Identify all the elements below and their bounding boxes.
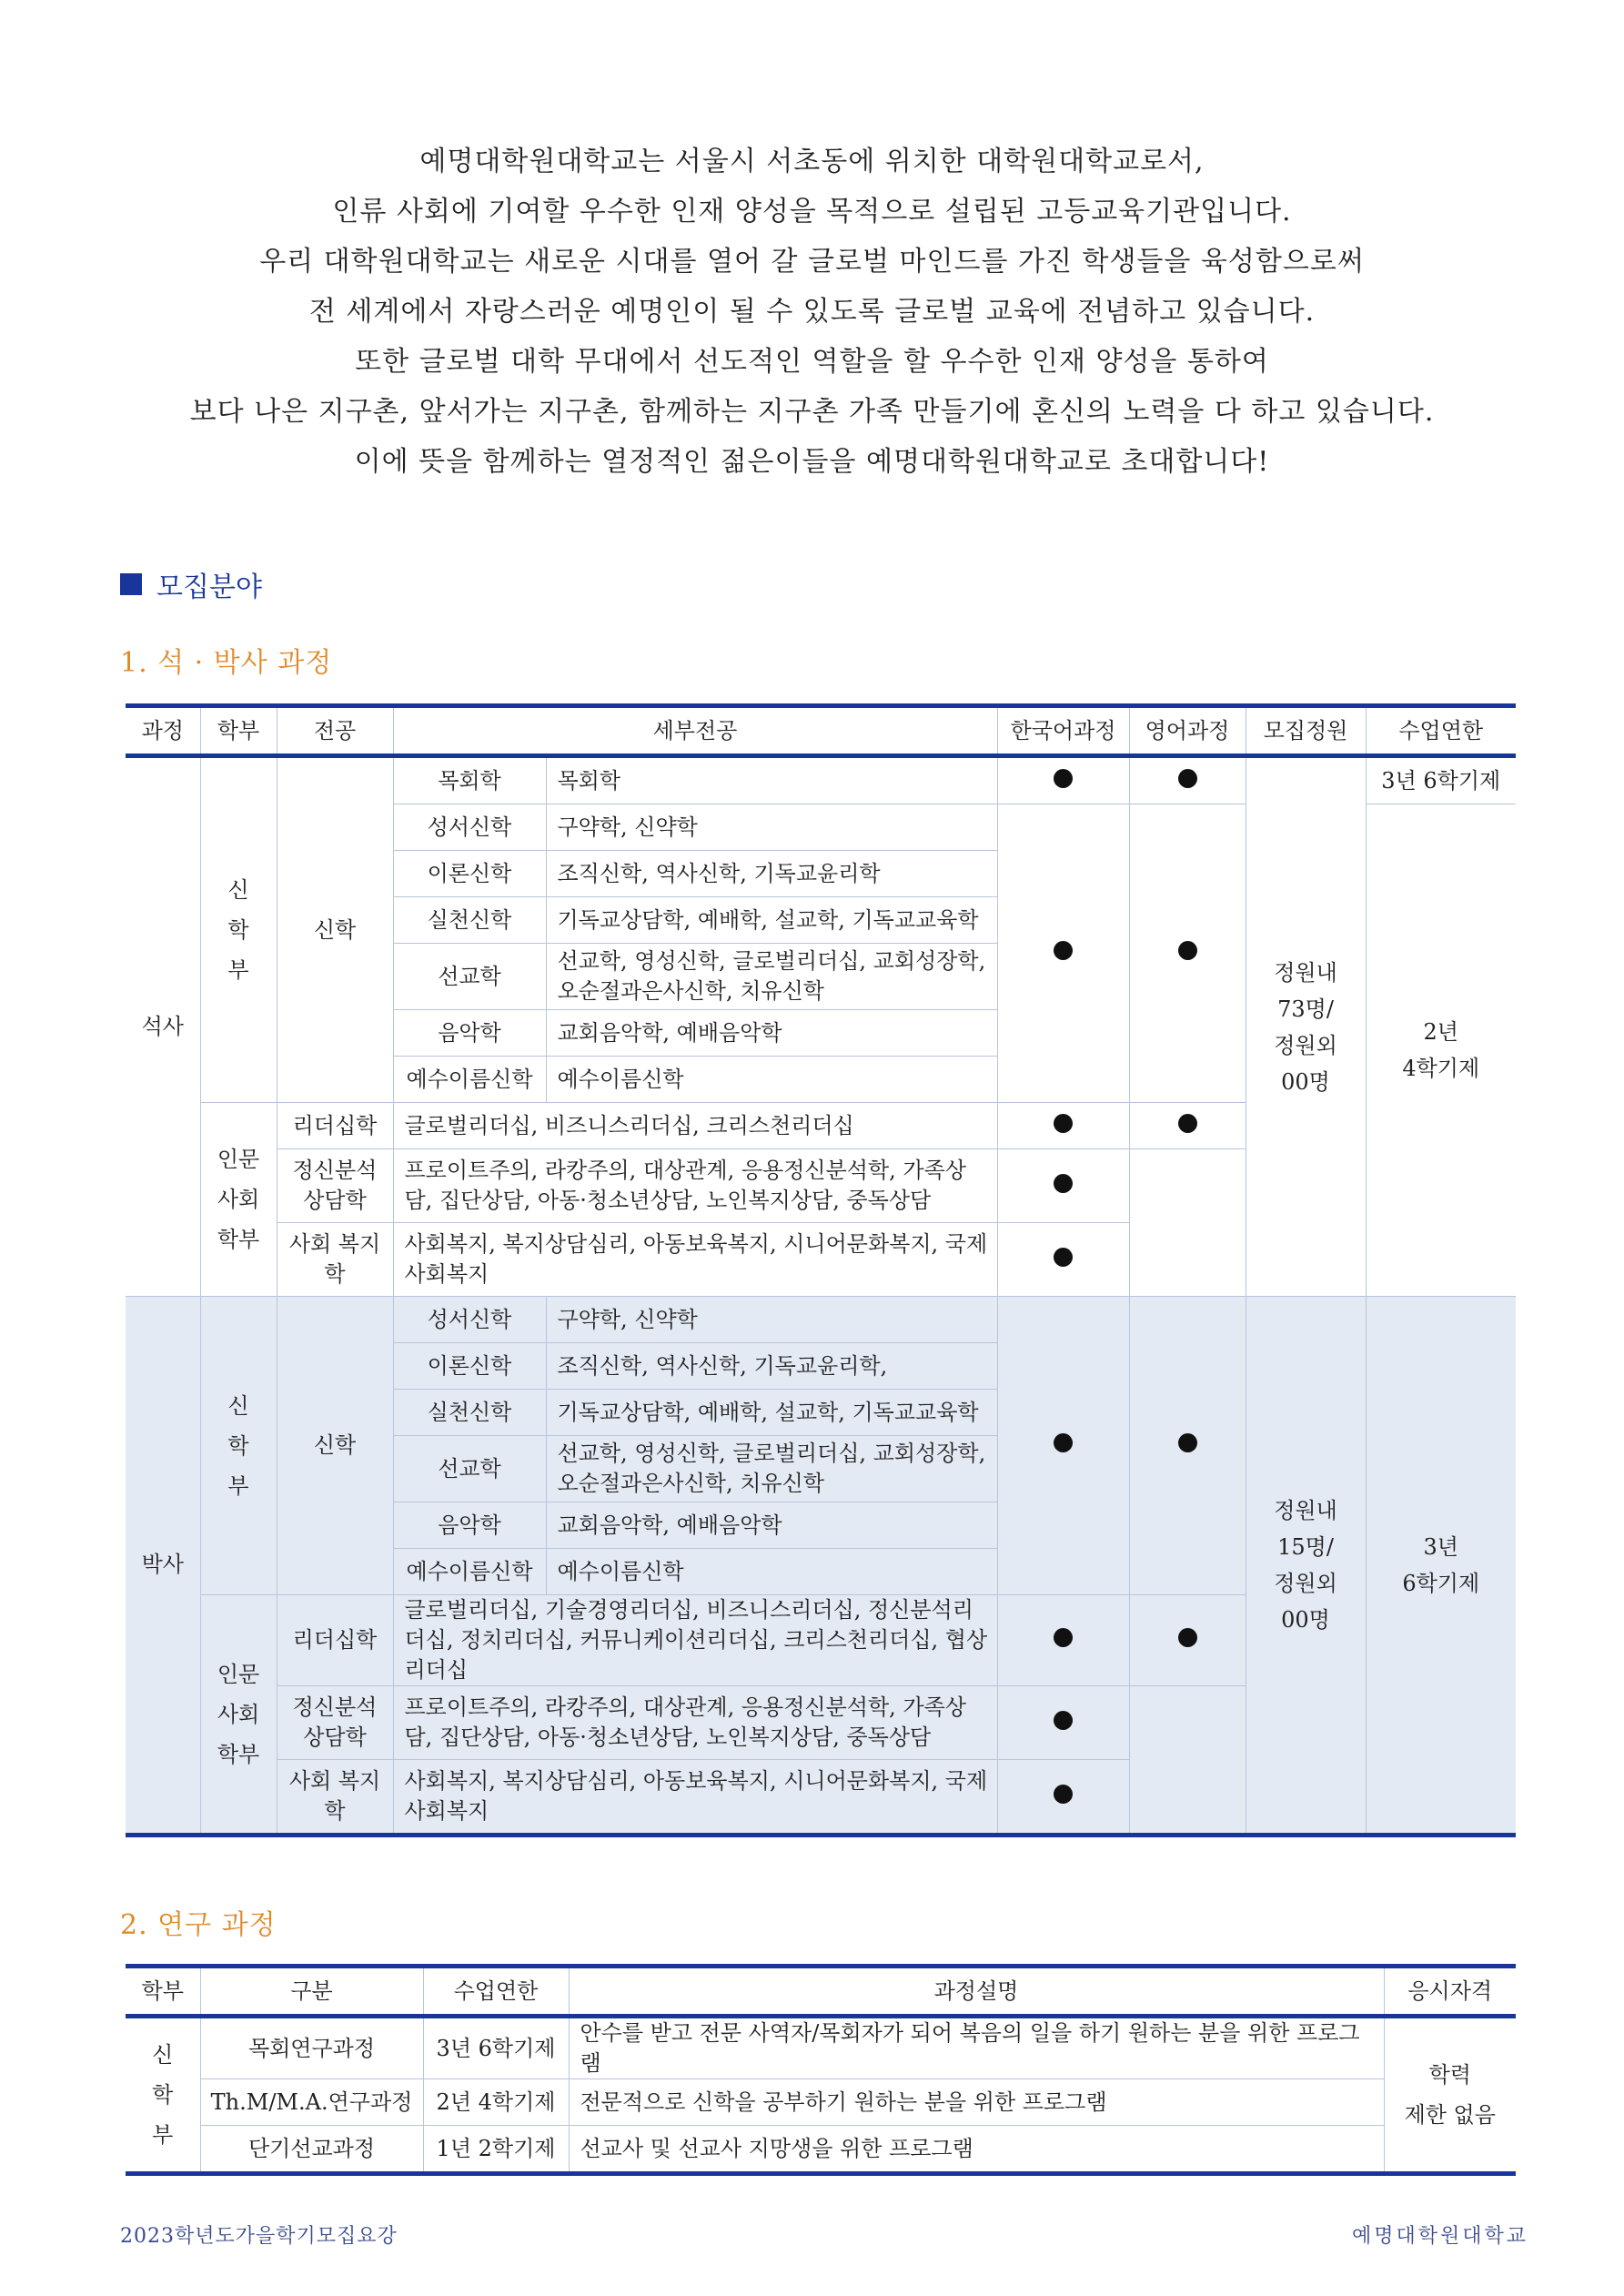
- sub-major: 예수이름신학: [393, 1549, 546, 1595]
- detail-major: 선교학, 영성신학, 글로벌리더십, 교회성장학, 오순절과은사신학, 치유신학: [546, 1436, 997, 1502]
- korean-course-mark: [997, 1686, 1129, 1760]
- filled-circle-icon: [1054, 1628, 1073, 1647]
- course-period: 2년 4학기제: [423, 2079, 569, 2126]
- intro-line: 우리 대학원대학교는 새로운 시대를 열어 갈 글로벌 마인드를 가진 학생들을 육성함으로써: [259, 246, 1365, 278]
- detail-major: 사회복지, 복지상담심리, 아동보육복지, 시니어문화복지, 국제사회복지: [393, 1760, 997, 1836]
- english-course-mark: [1129, 804, 1246, 1103]
- intro-line: 전 세계에서 자랑스러운 예명인이 될 수 있도록 글로벌 교육에 전념하고 있습니다.: [308, 296, 1316, 328]
- quota-cell: 정원내 15명/ 정원외 00명: [1246, 1297, 1366, 1836]
- english-course-mark: [1129, 1149, 1246, 1297]
- korean-course-mark: [997, 804, 1129, 1103]
- sub-major: 성서신학: [393, 804, 546, 851]
- course-description: 선교사 및 선교사 지망생을 위한 프로그램: [569, 2126, 1384, 2174]
- table-header-row: [126, 1967, 1516, 2017]
- sub-major: 선교학: [393, 1436, 546, 1502]
- filled-circle-icon: [1054, 1785, 1073, 1804]
- header-cell: 과정: [126, 706, 200, 756]
- table-header-row: [126, 706, 1516, 756]
- header-cell: 학부: [200, 706, 277, 756]
- dept-theology: 신 학 부: [126, 2017, 200, 2174]
- sub-major: 예수이름신학: [393, 1057, 546, 1103]
- korean-course-mark: [997, 1595, 1129, 1686]
- header-cell: 수업연한: [1366, 706, 1516, 756]
- footer-right-title: 예명대학원대학교: [1351, 2225, 1528, 2248]
- header-cell: 세부전공: [393, 706, 997, 756]
- period-cell: 3년 6학기제: [1366, 756, 1516, 804]
- filled-circle-icon: [1178, 941, 1197, 960]
- program-label-doctors: 박사: [126, 1297, 200, 1836]
- filled-circle-icon: [1054, 1174, 1073, 1193]
- header-cell: 과정설명: [569, 1967, 1384, 2017]
- detail-major: 구약학, 신약학: [546, 804, 997, 851]
- filled-circle-icon: [1178, 1628, 1197, 1647]
- detail-major: 글로벌리더십, 비즈니스리더십, 크리스천리더십: [393, 1103, 997, 1149]
- header-cell: 전공: [277, 706, 393, 756]
- intro-line: 인류 사회에 기여할 우수한 인재 양성을 목적으로 설립된 고등교육기관입니다.: [332, 196, 1292, 228]
- sub-major: 실천신학: [393, 1390, 546, 1436]
- english-course-mark: [1129, 756, 1246, 804]
- filled-circle-icon: [1178, 1433, 1197, 1452]
- major-cell: 정신분석 상담학: [277, 1149, 393, 1223]
- footer-left-title: 2023학년도가을학기모집요강: [120, 2225, 398, 2248]
- korean-course-mark: [997, 1223, 1129, 1297]
- sub-major: 이론신학: [393, 851, 546, 897]
- detail-major: 조직신학, 역사신학, 기독교윤리학: [546, 851, 997, 897]
- research-program-table: [126, 1964, 1516, 2176]
- major-theology: 신학: [277, 756, 393, 1103]
- detail-major: 목회학: [546, 756, 997, 804]
- header-cell: 영어과정: [1129, 706, 1246, 756]
- program-label-masters: 석사: [126, 756, 200, 1297]
- subsection-title-degree: 1. 석 · 박사 과정: [120, 647, 333, 679]
- filled-circle-icon: [1054, 1114, 1073, 1133]
- header-cell: 모집정원: [1246, 706, 1366, 756]
- detail-major: 사회복지, 복지상담심리, 아동보육복지, 시니어문화복지, 국제사회복지: [393, 1223, 997, 1297]
- header-cell: 수업연한: [423, 1967, 569, 2017]
- sub-major: 음악학: [393, 1010, 546, 1057]
- dept-theology: 신 학 부: [200, 1297, 277, 1595]
- major-cell: 리더십학: [277, 1595, 393, 1686]
- english-course-mark: [1129, 1686, 1246, 1836]
- course-description: 안수를 받고 전문 사역자/목회자가 되어 복음의 일을 하기 원하는 분을 위한 프로그램: [569, 2017, 1384, 2079]
- sub-major: 이론신학: [393, 1343, 546, 1390]
- sub-major: 음악학: [393, 1502, 546, 1549]
- filled-circle-icon: [1178, 769, 1197, 788]
- intro-line: 예명대학원대학교는 서울시 서초동에 위치한 대학원대학교로서,: [419, 146, 1205, 177]
- course-type: 단기선교과정: [200, 2126, 423, 2174]
- table-row: [126, 2017, 1516, 2079]
- section-title: 모집분야: [156, 571, 262, 603]
- subsection-title-research: 2. 연구 과정: [120, 1909, 277, 1941]
- section-heading: [120, 566, 262, 602]
- sub-major: 목회학: [393, 756, 546, 804]
- table-row: [126, 2079, 1516, 2126]
- intro-line: 보다 나은 지구촌, 앞서가는 지구촌, 함께하는 지구촌 가족 만들기에 혼신의 노력을 다 하고 있습니다.: [189, 396, 1435, 428]
- course-period: 1년 2학기제: [423, 2126, 569, 2174]
- course-type: Th.M/M.A.연구과정: [200, 2079, 423, 2126]
- korean-course-mark: [997, 756, 1129, 804]
- detail-major: 조직신학, 역사신학, 기독교윤리학,: [546, 1343, 997, 1390]
- detail-major: 구약학, 신약학: [546, 1297, 997, 1343]
- english-course-mark: [1129, 1297, 1246, 1595]
- detail-major: 교회음악학, 예배음악학: [546, 1502, 997, 1549]
- filled-circle-icon: [1054, 769, 1073, 788]
- course-description: 전문적으로 신학을 공부하기 원하는 분을 위한 프로그램: [569, 2079, 1384, 2126]
- intro-line: 또한 글로벌 대학 무대에서 선도적인 역할을 할 우수한 인재 양성을 통하여: [355, 346, 1269, 378]
- filled-circle-icon: [1054, 941, 1073, 960]
- qualification-cell: 학력 제한 없음: [1384, 2017, 1516, 2174]
- major-cell: 정신분석 상담학: [277, 1686, 393, 1760]
- major-cell: 리더십학: [277, 1103, 393, 1149]
- course-type: 목회연구과정: [200, 2017, 423, 2079]
- korean-course-mark: [997, 1297, 1129, 1595]
- intro-paragraph: [0, 137, 1624, 487]
- dept-humanities: 인문 사회 학부: [200, 1595, 277, 1836]
- period-cell: 2년 4학기제: [1366, 804, 1516, 1297]
- detail-major: 선교학, 영성신학, 글로벌리더십, 교회성장학, 오순절과은사신학, 치유신학: [546, 944, 997, 1010]
- detail-major: 프로이트주의, 라캉주의, 대상관계, 응용정신분석학, 가족상담, 집단상담, 아동·청소년상담, 노인복지상담, 중독상담: [393, 1149, 997, 1223]
- dept-humanities: 인문 사회 학부: [200, 1103, 277, 1297]
- period-cell: 3년 6학기제: [1366, 1297, 1516, 1836]
- english-course-mark: [1129, 1595, 1246, 1686]
- intro-line: 이에 뜻을 함께하는 열정적인 젊은이들을 예명대학원대학교로 초대합니다!: [354, 446, 1270, 478]
- header-cell: 학부: [126, 1967, 200, 2017]
- english-course-mark: [1129, 1103, 1246, 1149]
- course-period: 3년 6학기제: [423, 2017, 569, 2079]
- major-cell: 사회 복지학: [277, 1223, 393, 1297]
- header-cell: 한국어과정: [997, 706, 1129, 756]
- korean-course-mark: [997, 1760, 1129, 1836]
- quota-cell: 정원내 73명/ 정원외 00명: [1246, 756, 1366, 1297]
- square-bullet-icon: [120, 573, 142, 595]
- sub-major: 실천신학: [393, 897, 546, 944]
- filled-circle-icon: [1054, 1711, 1073, 1730]
- table-row: [126, 2126, 1516, 2174]
- header-cell: 구분: [200, 1967, 423, 2017]
- degree-program-table: [126, 703, 1516, 1837]
- detail-major: 기독교상담학, 예배학, 설교학, 기독교교육학: [546, 897, 997, 944]
- header-cell: 응시자격: [1384, 1967, 1516, 2017]
- table-row: [126, 1297, 1516, 1343]
- major-theology: 신학: [277, 1297, 393, 1595]
- dept-theology: 신 학 부: [200, 756, 277, 1103]
- detail-major: 글로벌리더십, 기술경영리더십, 비즈니스리더십, 정신분석리더십, 정치리더십, 커뮤니케이션리더십, 크리스천리더십, 협상리더십: [393, 1595, 997, 1686]
- detail-major: 기독교상담학, 예배학, 설교학, 기독교교육학: [546, 1390, 997, 1436]
- detail-major: 교회음악학, 예배음악학: [546, 1010, 997, 1057]
- detail-major: 예수이름신학: [546, 1549, 997, 1595]
- detail-major: 예수이름신학: [546, 1057, 997, 1103]
- sub-major: 성서신학: [393, 1297, 546, 1343]
- filled-circle-icon: [1054, 1433, 1073, 1452]
- filled-circle-icon: [1178, 1114, 1197, 1133]
- table-row: [126, 756, 1516, 804]
- korean-course-mark: [997, 1149, 1129, 1223]
- detail-major: 프로이트주의, 라캉주의, 대상관계, 응용정신분석학, 가족상담, 집단상담, 아동·청소년상담, 노인복지상담, 중독상담: [393, 1686, 997, 1760]
- filled-circle-icon: [1054, 1248, 1073, 1267]
- sub-major: 선교학: [393, 944, 546, 1010]
- korean-course-mark: [997, 1103, 1129, 1149]
- major-cell: 사회 복지학: [277, 1760, 393, 1836]
